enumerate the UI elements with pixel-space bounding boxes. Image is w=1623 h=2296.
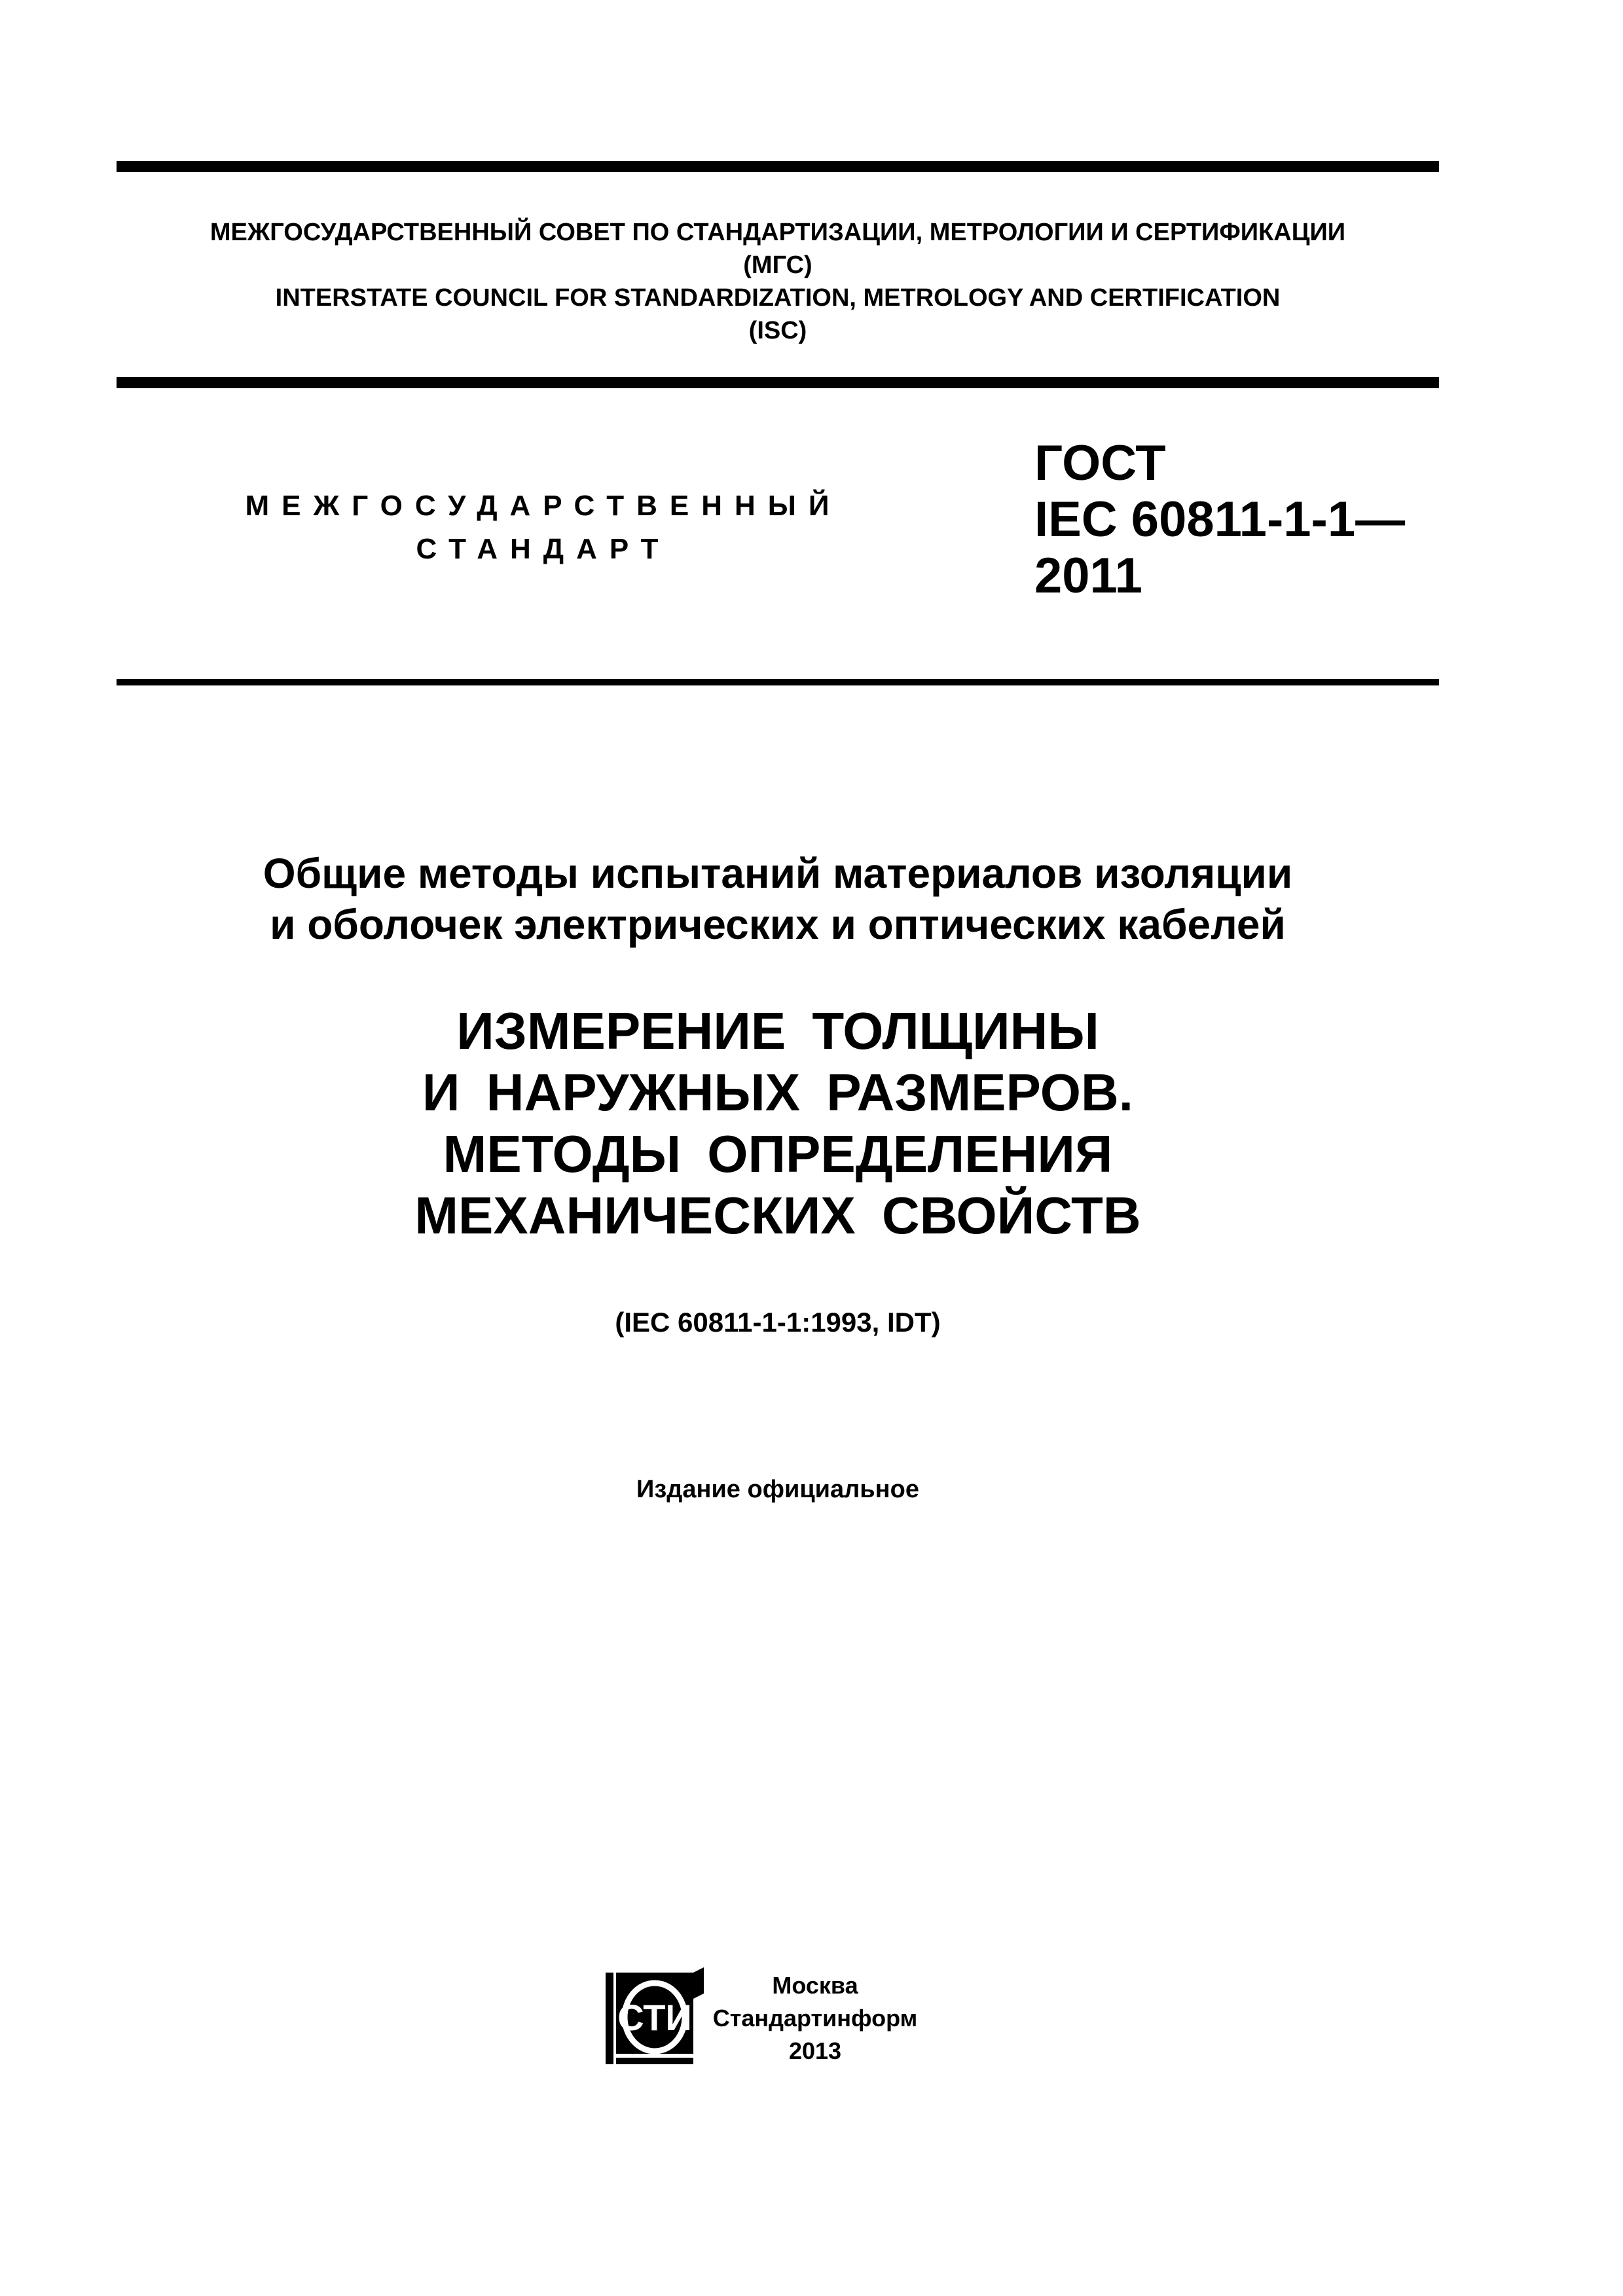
logo-letters: СТИ	[617, 1997, 692, 2038]
international-reference: (IEC 60811-1-1:1993, IDT)	[615, 1307, 941, 1338]
top-rule	[117, 161, 1439, 172]
council-abbr-ru: (МГС)	[743, 251, 812, 279]
designation-line2: IEC 60811-1-1—	[1034, 492, 1406, 547]
edition-note: Издание официальное	[636, 1476, 919, 1503]
specific-title-line4: МЕХАНИЧЕСКИХ СВОЙСТВ	[414, 1186, 1141, 1245]
standard-kind-line2: СТАНДАРТ	[416, 533, 671, 565]
council-name-ru: МЕЖГОСУДАРСТВЕННЫЙ СОВЕТ ПО СТАНДАРТИЗАЦИИ, МЕТРОЛОГИИ И СЕРТИФИКАЦИИ	[210, 219, 1346, 246]
general-title-line1: Общие методы испытаний материалов изоляции	[263, 850, 1293, 897]
council-header	[117, 216, 1439, 347]
designation-line3: 2011	[1034, 548, 1142, 604]
standartinform-logo-icon	[606, 1967, 704, 2069]
standard-designation	[1034, 435, 1405, 604]
specific-title	[117, 1000, 1439, 1247]
publisher-city: Москва	[772, 1972, 858, 1999]
publisher-year: 2013	[788, 2037, 842, 2064]
designation-line1: ГОСТ	[1034, 435, 1166, 491]
publisher-block	[707, 1969, 923, 2068]
general-title	[117, 848, 1439, 950]
council-abbr-en: (ISC)	[748, 317, 807, 344]
publisher-name: Стандартинформ	[712, 2005, 918, 2032]
specific-title-line2: И НАРУЖНЫХ РАЗМЕРОВ.	[422, 1063, 1134, 1121]
middle-rule	[117, 377, 1439, 388]
specific-title-line3: МЕТОДЫ ОПРЕДЕЛЕНИЯ	[443, 1125, 1113, 1183]
standard-kind	[223, 484, 864, 571]
specific-title-line1: ИЗМЕРЕНИЕ ТОЛЩИНЫ	[456, 1002, 1099, 1060]
standard-kind-line1: МЕЖГОСУДАРСТВЕННЫЙ	[245, 490, 842, 522]
general-title-line2: и оболочек электрических и оптических кабелей	[270, 901, 1286, 948]
council-name-en: INTERSTATE COUNCIL FOR STANDARDIZATION, METROLOGY AND CERTIFICATION	[275, 284, 1281, 312]
bottom-rule	[117, 679, 1439, 685]
